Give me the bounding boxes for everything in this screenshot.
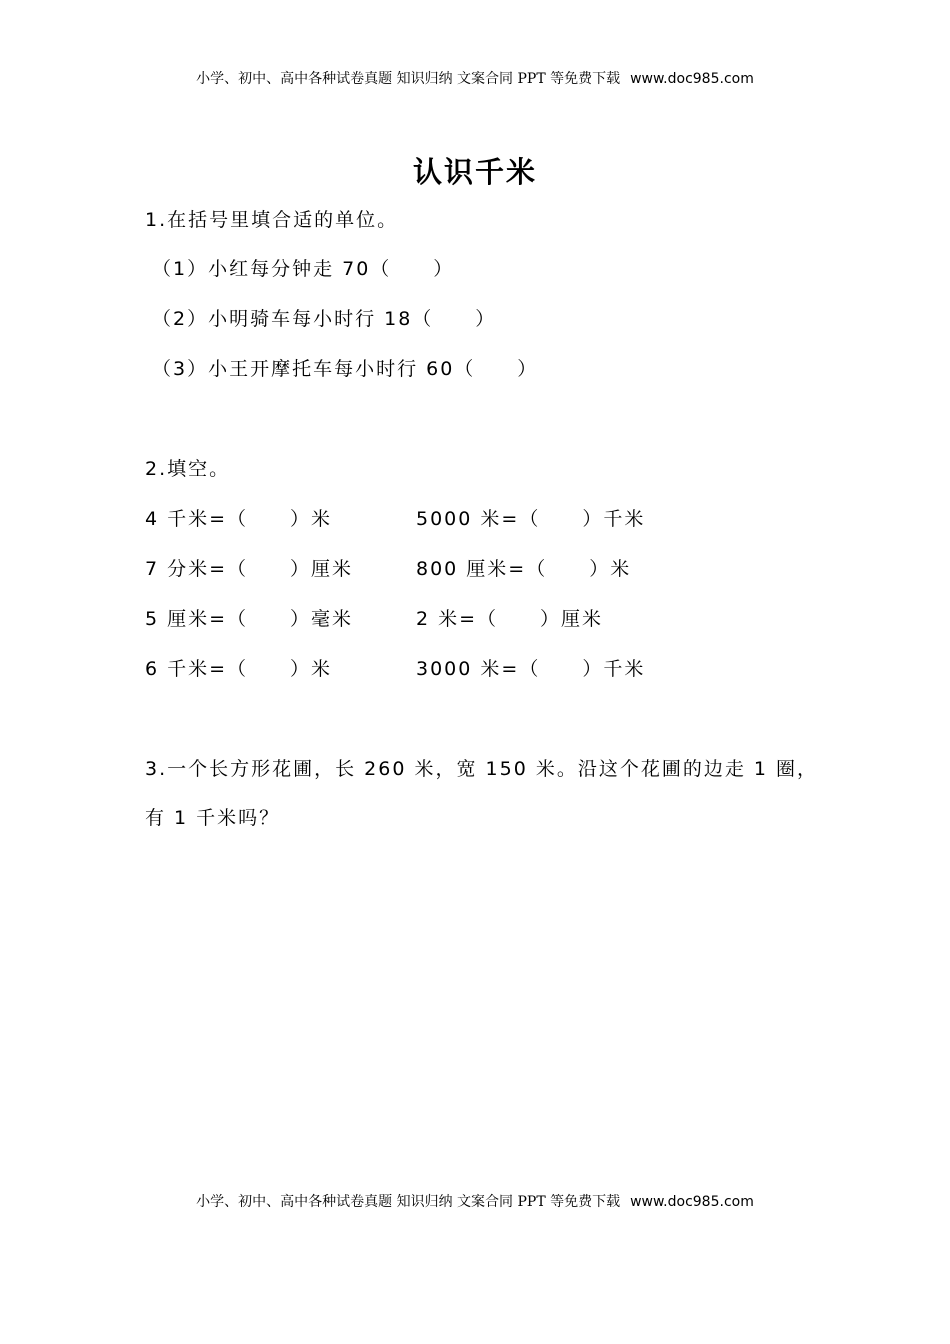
question-1-item: （1）小红每分钟走 70（ ） [152,258,455,280]
question-3-line: 3.一个长方形花圃，长 260 米，宽 150 米。沿这个花圃的边走 1 圈， [145,758,818,780]
header-text: 小学、初中、高中各种试卷真题 知识归纳 文案合同 PPT 等免费下载 [196,71,621,87]
question-1-prompt: 1.在括号里填合适的单位。 [145,209,399,231]
header-site: www.doc985.com [630,71,754,87]
page-footer [0,1191,950,1211]
conversion-right: 2 米=（ ）厘米 [416,608,604,630]
conversion-right: 5000 米=（ ）千米 [416,508,646,530]
page-title: 认识千米 [412,155,537,189]
conversion-left: 7 分米=（ ）厘米 [145,558,354,580]
conversion-left: 5 厘米=（ ）毫米 [145,608,354,630]
question-1-item: （3）小王开摩托车每小时行 60（ ） [152,358,539,380]
conversion-right: 3000 米=（ ）千米 [416,658,646,680]
footer-text: 小学、初中、高中各种试卷真题 知识归纳 文案合同 PPT 等免费下载 [196,1194,621,1210]
question-3-line: 有 1 千米吗？ [145,807,281,829]
question-2-prompt: 2.填空。 [145,458,231,480]
conversion-left: 6 千米=（ ）米 [145,658,333,680]
footer-site: www.doc985.com [630,1194,754,1210]
conversion-left: 4 千米=（ ）米 [145,508,333,530]
page-header [0,68,950,88]
question-1-item: （2）小明骑车每小时行 18（ ） [152,308,497,330]
conversion-right: 800 厘米=（ ）米 [416,558,632,580]
